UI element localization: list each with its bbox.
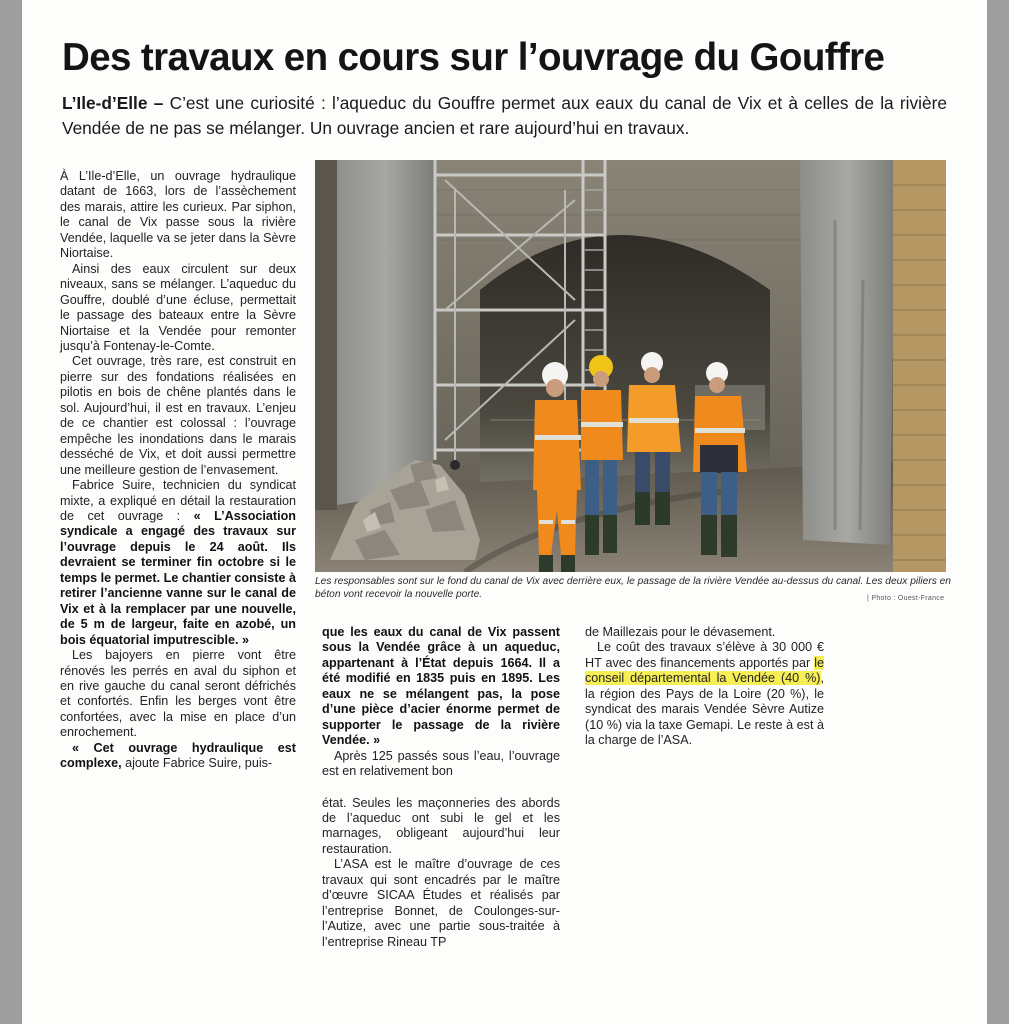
paragraph: L’ASA est le maître d’ouvrage de ces travaux qui sont encadrés par le maître d’œuvre SICAA Études et réalisés par l’entreprise Bonnet, de Coulonges-sur-l’Autize, avec une partie sous-traitée à l’entreprise Rineau TP (322, 857, 560, 949)
paragraph: état. Seules les maçonneries des abords de l’aqueduc ont subi le gel et les marnages, obligeant aujourd’hui leur restauration. (322, 795, 560, 856)
funding-text: Le coût des travaux s’élève à 30 000 € HT avec des financements apportés par (585, 640, 824, 670)
photo-caption: Les responsables sont sur le fond du canal de Vix avec derrière eux, le passage de la rivière Vendée au-dessus du canal. Les deux piliers en béton vont recevoir la nouvelle porte. (315, 576, 951, 600)
paragraph: À L’Ile-d’Elle, un ouvrage hydraulique datant de 1663, lors de l’assèchement des marais, attire les curieux. Par siphon, le canal de Vix passe sous la rivière Vendée, laquelle va se jeter dans la Sèvre Niortaise. (60, 169, 296, 261)
quote: « L’Association syndicale a engagé des travaux sur l’ouvrage depuis le 24 août. Ils devraient se terminer fin octobre si le temps le permet. Le chantier consiste à retirer l’ancienne vanne sur le canal de Vix et à la remplacer par une nouvelle, de 5 m de largeur, faite en azobé, un bois équatorial imputrescible. » (60, 508, 296, 647)
newspaper-page (22, 0, 987, 1024)
dateline: L’Ile-d’Elle – (62, 93, 164, 113)
article-standfirst (62, 91, 947, 141)
article-column-2 (322, 625, 560, 950)
paragraph: Les bajoyers en pierre vont être rénovés les perrés en aval du siphon et en rive gauche du canal seront défrichés et confortés. Enfin les berges vont être confortées, avec la mise en place d’un enrochement. (60, 648, 296, 740)
column-gap (322, 780, 560, 796)
article-photo (315, 160, 946, 572)
quote: « Cet ouvrage hydraulique est complexe, (60, 740, 296, 771)
article-column-1 (60, 169, 296, 772)
highlighted-text: le conseil départemental la Vendée (40 %) (585, 655, 824, 686)
paragraph (60, 741, 296, 772)
standfirst-text: C’est une curiosité : l’aqueduc du Gouffre permet aux eaux du canal de Vix et à celles de la rivière Vendée de ne pas se mélanger. Un ouvrage ancien et rare aujourd’hui en travaux. (62, 93, 947, 138)
article-column-3 (585, 625, 824, 749)
paragraph (60, 478, 296, 648)
paragraph (585, 640, 824, 748)
paragraph (322, 625, 560, 749)
funding-text: , la région des Pays de la Loire (20 %), le syndicat des marais Vendée Sèvre Autize (10 %) via la taxe Gemapi. Le reste à est à la charge de l’ASA. (585, 671, 824, 748)
photo-credit: | Photo : Ouest-France (867, 595, 945, 602)
paragraph: Ainsi des eaux circulent sur deux niveaux, sans se mélanger. L’aqueduc du Gouffre, doublé d’une écluse, permettait le passage des bateaux entre la Sèvre Niortaise et la Vendée pour remonter jusqu’à Fontenay-le-Comte. (60, 261, 296, 353)
article-headline: Des travaux en cours sur l’ouvrage du Gouffre (62, 36, 885, 79)
paragraph: Cet ouvrage, très rare, est construit en pierre sur des fondations réalisées en pilotis en bois de chêne plantés dans le sol. Aujourd’hui, il est en travaux. L’enjeu de ce chantier est colossal : l’ouvrage empêche les inondations dans le marais desséché de Vix, et doit aussi permettre une meilleure gestion de l’envasement. (60, 354, 296, 477)
paragraph: Après 125 passés sous l’eau, l’ouvrage est en relativement bon (322, 748, 560, 779)
quote-intro: Fabrice Suire, technicien du syndicat mixte, a expliqué en détail la restauration de cet ouvrage : (60, 478, 296, 523)
paragraph: de Maillezais pour le dévasement. (585, 625, 776, 639)
quote-attribution: ajoute Fabrice Suire, puis- (121, 756, 273, 771)
quote: que les eaux du canal de Vix passent sous la Vendée grâce à un aqueduc, appartenant à l’État depuis 1664. Il a été modifié en 1835 puis en 1895. Les eaux ne se mélangent pas, la pose d’une pièce d’acier énorme permet de supporter le passage de la rivière Vendée. » (322, 625, 560, 748)
